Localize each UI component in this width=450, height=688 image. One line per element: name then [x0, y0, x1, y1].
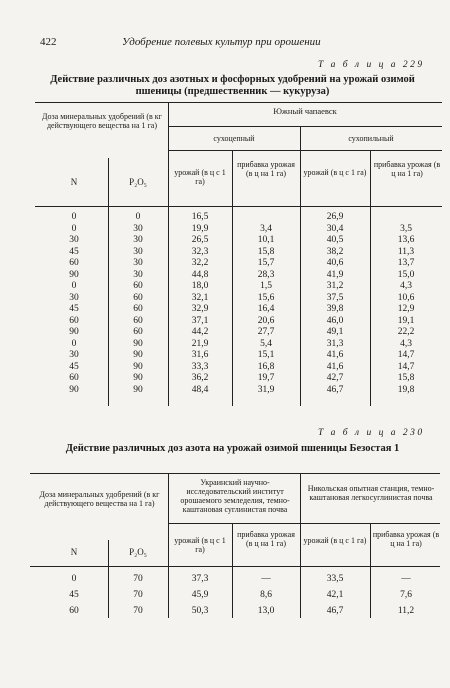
header-subgroup-b: сухопильный: [348, 134, 394, 143]
cell-yield-b: 41,9: [326, 269, 344, 280]
header-region: Южный чапаевск: [273, 106, 337, 116]
cell-p: 70: [133, 574, 143, 584]
cell-gain-a: 20,6: [257, 315, 275, 326]
header-gain-b: прибавка урожая (в ц на 1 га): [372, 530, 440, 548]
cell-n: 90: [69, 327, 79, 337]
cell-n: 45: [69, 304, 79, 314]
table-label: Т а б л и ц а 229: [318, 60, 425, 70]
cell-yield-a: 32,9: [191, 304, 209, 314]
cell-yield-a: 16,5: [191, 212, 209, 222]
cell-yield-a: 45,9: [191, 590, 209, 600]
header-p: P₂O₅: [129, 177, 147, 187]
cell-gain-b: 13,7: [397, 258, 415, 268]
cell-gain-b: [381, 211, 431, 223]
cell-p: 60: [133, 315, 143, 326]
page-header: [10, 36, 440, 50]
cell-gain-b: 4,3: [400, 338, 412, 349]
cell-p: 70: [133, 606, 143, 616]
cell-n: 30: [69, 235, 79, 245]
cell-p: 90: [133, 384, 143, 395]
cell-n: 0: [71, 574, 77, 584]
cell-p: 0: [135, 212, 141, 222]
cell-yield-a: 18,0: [191, 281, 209, 291]
cell-yield-b: 42,7: [326, 373, 344, 383]
cell-yield-a: 19,9: [191, 223, 209, 234]
cell-yield-a: 31,6: [191, 350, 209, 360]
cell-yield-b: 33,5: [326, 574, 344, 584]
table-rule: [232, 523, 233, 618]
cell-gain-b: 15,8: [397, 373, 415, 383]
cell-n: 30: [69, 350, 79, 360]
cell-yield-a: 26,5: [191, 235, 209, 245]
cell-p: 60: [133, 281, 143, 291]
cell-yield-a: 21,9: [191, 338, 209, 349]
cell-p: 30: [133, 223, 143, 234]
header-yield-a: урожай (в ц с 1 га): [174, 168, 226, 186]
header-dose: Доза минеральных удобрений (в кг действующего вещества на 1 га): [42, 112, 162, 130]
cell-yield-a: 44,8: [191, 269, 209, 280]
cell-yield-a: 37,3: [191, 574, 209, 584]
header-subgroup-a: сухоцепный: [213, 134, 255, 143]
cell-n: 60: [69, 606, 79, 616]
cell-gain-b: 13,6: [397, 235, 415, 245]
cell-gain-b: 11,2: [397, 606, 415, 616]
cell-p: 90: [133, 350, 143, 360]
cell-n: 0: [71, 212, 77, 222]
table-rule: [300, 126, 301, 406]
cell-gain-a: 5,4: [260, 338, 272, 349]
cell-yield-a: 33,3: [191, 361, 209, 372]
cell-gain-a: 15,7: [257, 258, 275, 268]
cell-gain-a: [241, 211, 291, 223]
cell-p: 90: [133, 338, 143, 349]
page-number: 422: [40, 36, 57, 48]
cell-p: 30: [133, 235, 143, 245]
cell-yield-b: 38,2: [326, 246, 344, 257]
cell-gain-b: 3,5: [400, 223, 412, 234]
cell-gain-a: 15,6: [257, 292, 275, 303]
cell-yield-a: 32,2: [191, 258, 209, 268]
running-head: Удобрение полевых культур при орошении: [122, 36, 321, 48]
cell-gain-b: —: [401, 574, 411, 584]
cell-gain-b: 14,7: [397, 350, 415, 360]
header-yield-b: урожай (в ц с 1 га): [303, 168, 367, 177]
cell-yield-b: 31,3: [326, 338, 344, 349]
table-title: Действие различных доз азотных и фосфорных удобрений на урожай озимой пшеницы (предшественник — кукуруза): [50, 74, 415, 97]
header-gain-a: прибавка урожая (в ц на 1 га): [237, 530, 295, 548]
cell-gain-a: 16,8: [257, 361, 275, 372]
header-group-b: Никольская опытная станция, темно-каштановая легкосуглинистая почва: [307, 484, 435, 502]
cell-gain-b: 10,6: [397, 292, 415, 303]
cell-p: 60: [133, 327, 143, 337]
cell-yield-b: 30,4: [326, 223, 344, 234]
table-rule: [168, 150, 442, 151]
table-rule: [168, 523, 440, 524]
table-rule: [168, 102, 169, 406]
cell-gain-b: 4,3: [400, 281, 412, 291]
cell-yield-a: 32,1: [191, 292, 209, 303]
cell-gain-a: 1,5: [260, 281, 272, 291]
cell-yield-b: 37,5: [326, 292, 344, 303]
cell-p: 60: [133, 304, 143, 314]
cell-yield-b: 42,1: [326, 590, 344, 600]
cell-yield-a: 36,2: [191, 373, 209, 383]
cell-gain-a: 19,7: [257, 373, 275, 383]
cell-n: 0: [71, 223, 77, 234]
header-n: N: [70, 177, 78, 187]
header-p: P₂O₅: [129, 547, 147, 557]
cell-gain-a: 28,3: [257, 269, 275, 280]
cell-n: 90: [69, 384, 79, 395]
cell-n: 45: [69, 590, 79, 600]
cell-n: 45: [69, 246, 79, 257]
table-rule: [108, 158, 109, 406]
cell-gain-a: 16,4: [257, 304, 275, 314]
cell-gain-b: 7,6: [400, 590, 412, 600]
cell-n: 60: [69, 373, 79, 383]
cell-p: 70: [133, 590, 143, 600]
table-rule: [300, 473, 301, 618]
header-yield-a: урожай (в ц с 1 га): [174, 536, 226, 554]
header-gain-a: прибавка урожая (в ц на 1 га): [237, 160, 295, 178]
cell-yield-b: 46,7: [326, 606, 344, 616]
table-rule: [232, 150, 233, 406]
table-rule: [35, 206, 442, 207]
cell-n: 90: [69, 269, 79, 280]
cell-yield-a: 32,3: [191, 246, 209, 257]
cell-yield-b: 41,6: [326, 361, 344, 372]
cell-yield-a: 48,4: [191, 384, 209, 395]
cell-yield-b: 46,0: [326, 315, 344, 326]
cell-gain-a: 15,1: [257, 350, 275, 360]
cell-gain-b: 22,2: [397, 327, 415, 337]
table-title: Действие различных доз азота на урожай озимой пшеницы Безостая 1: [65, 443, 400, 454]
cell-p: 90: [133, 373, 143, 383]
cell-gain-b: 14,7: [397, 361, 415, 372]
cell-yield-b: 31,2: [326, 281, 344, 291]
cell-p: 60: [133, 292, 143, 303]
table-rule: [168, 473, 169, 618]
cell-gain-b: 19,1: [397, 315, 415, 326]
cell-yield-b: 40,5: [326, 235, 344, 245]
cell-gain-a: 10,1: [257, 235, 275, 245]
cell-yield-b: 40,6: [326, 258, 344, 268]
cell-gain-a: 31,9: [257, 384, 275, 395]
table-label: Т а б л и ц а 230: [318, 428, 425, 438]
cell-yield-b: 39,8: [326, 304, 344, 314]
cell-yield-b: 41,6: [326, 350, 344, 360]
header-group-a: Украинский научно-исследовательский институт орошаемого земледелия, темно-каштановая суглинистая почва: [180, 478, 290, 514]
cell-n: 0: [71, 338, 77, 349]
cell-yield-a: 37,1: [191, 315, 209, 326]
cell-gain-a: 8,6: [260, 590, 272, 600]
cell-gain-b: 15,0: [397, 269, 415, 280]
cell-yield-b: 49,1: [326, 327, 344, 337]
header-n: N: [70, 547, 78, 557]
cell-gain-b: 11,3: [397, 246, 415, 257]
table-rule: [370, 523, 371, 618]
cell-gain-a: —: [261, 574, 271, 584]
table-rule: [168, 126, 442, 127]
cell-p: 30: [133, 258, 143, 268]
cell-n: 30: [69, 292, 79, 303]
cell-p: 30: [133, 269, 143, 280]
cell-gain-a: 27,7: [257, 327, 275, 337]
cell-n: 0: [71, 281, 77, 291]
table-rule: [370, 150, 371, 406]
cell-gain-a: 13,0: [257, 606, 275, 616]
cell-n: 45: [69, 361, 79, 372]
header-gain-b: прибавка урожая (в ц на 1 га): [373, 160, 441, 178]
cell-yield-b: 26,9: [326, 212, 344, 222]
cell-yield-a: 44,2: [191, 327, 209, 337]
cell-yield-b: 46,7: [326, 384, 344, 395]
cell-gain-a: 15,8: [257, 246, 275, 257]
header-dose: Доза минеральных удобрений (в кг действующего вещества на 1 га): [39, 490, 160, 508]
table-rule: [35, 102, 442, 103]
cell-p: 30: [133, 246, 143, 257]
cell-yield-a: 50,3: [191, 606, 209, 616]
table-rule: [30, 566, 440, 567]
header-yield-b: урожай (в ц с 1 га): [303, 536, 367, 545]
cell-gain-b: 12,9: [397, 304, 415, 314]
table-rule: [30, 473, 440, 474]
cell-gain-b: 19,8: [397, 384, 415, 395]
cell-gain-a: 3,4: [260, 223, 272, 234]
cell-n: 60: [69, 315, 79, 326]
cell-p: 90: [133, 361, 143, 372]
cell-n: 60: [69, 258, 79, 268]
